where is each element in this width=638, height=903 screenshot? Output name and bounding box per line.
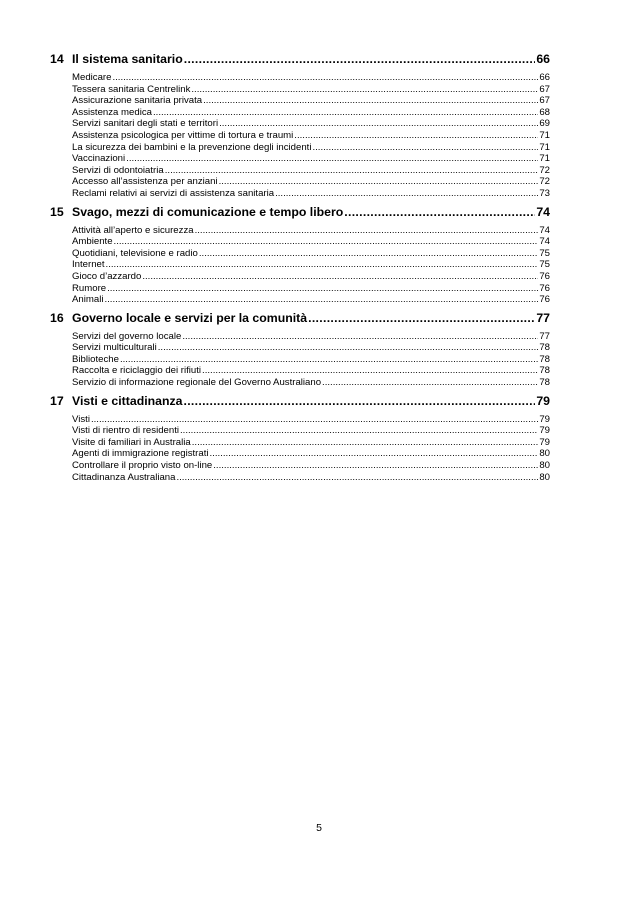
entry-title: Controllare il proprio visto on-line [72,460,213,472]
toc-chapter-heading[interactable] [50,394,550,414]
dot-leader [219,118,538,130]
entry-page-number: 66 [539,72,550,83]
entry-page-number: 73 [539,187,550,199]
entry-page-number: 68 [539,106,550,118]
dot-leader [203,95,538,107]
entry-title: Gioco d’azzardo [72,270,142,282]
toc-chapter [50,311,550,389]
toc-entry[interactable] [72,472,550,484]
dot-leader [176,472,538,484]
entry-title: Accesso all’assistenza per anziani [72,176,218,188]
dot-leader [184,52,536,66]
toc-entry[interactable] [72,342,550,354]
chapter-page-number: 77 [536,310,550,325]
toc-entry[interactable] [72,271,550,283]
entry-title: Servizi del governo locale [72,330,182,342]
entry-title: Assistenza medica [72,106,152,118]
dot-leader [202,365,538,377]
toc-entry[interactable] [72,354,550,366]
entry-title: Reclami relativi ai servizi di assistenza sanitaria [72,187,275,199]
toc-entry[interactable] [72,448,550,460]
toc-entry[interactable] [72,236,550,248]
toc-entry[interactable] [72,283,550,295]
entry-title: Vaccinazioni [72,153,126,165]
chapter-page-number: 74 [536,204,550,219]
dot-leader [180,425,538,437]
entry-page-number: 80 [539,448,550,460]
chapter-title: Governo locale e servizi per la comunità [72,310,308,325]
dot-leader [191,84,538,96]
toc-entry[interactable] [72,437,550,449]
dot-leader [312,142,538,154]
entry-page-number: 67 [539,83,550,95]
entry-title: Biblioteche [72,353,119,365]
toc-entry[interactable] [72,165,550,177]
chapter-title: Il sistema sanitario [72,52,183,66]
toc-entry[interactable] [72,460,550,472]
entry-title: Servizi sanitari degli stati e territori [72,118,219,130]
entry-title: Agenti di immigrazione registrati [72,448,209,460]
entry-page-number: 80 [539,460,550,472]
chapter-number: 17 [50,393,64,408]
entry-title: Servizi multiculturali [72,342,157,354]
dot-leader [213,460,538,472]
entry-page-number: 76 [539,294,550,306]
entry-page-number: 72 [539,164,550,176]
entry-page-number: 78 [539,377,550,389]
entry-page-number: 79 [539,436,550,448]
dot-leader [114,236,539,248]
entry-title: Attività all’aperto e sicurezza [72,224,194,236]
toc-entry[interactable] [72,142,550,154]
toc-entry[interactable] [72,130,550,142]
toc-entry[interactable] [72,294,550,306]
toc-entry[interactable] [72,425,550,437]
toc-entry[interactable] [72,72,550,84]
dot-leader [344,205,535,219]
entry-page-number: 74 [539,224,550,236]
toc-entry[interactable] [72,153,550,165]
dot-leader [192,437,539,449]
entry-title: Ambiente [72,236,113,248]
chapter-page-number: 66 [536,52,550,66]
dot-leader [91,414,538,426]
entry-title: Visti di rientro di residenti [72,425,180,437]
entry-page-number: 71 [539,129,550,141]
dot-leader [322,377,538,389]
entry-title: Rumore [72,282,107,294]
toc-entry[interactable] [72,414,550,426]
entry-page-number: 67 [539,95,550,107]
dot-leader [158,342,539,354]
toc-chapter-heading[interactable] [50,52,550,72]
dot-leader [199,248,538,260]
toc-chapter [50,205,550,306]
table-of-contents [50,52,550,488]
chapter-number: 15 [50,204,64,219]
entry-page-number: 77 [539,330,550,342]
entry-title: Animali [72,294,104,306]
toc-chapter-heading[interactable] [50,311,550,331]
chapter-number: 16 [50,310,64,325]
dot-leader [183,394,535,408]
toc-chapter-heading[interactable] [50,205,550,225]
dot-leader [112,72,538,84]
toc-entry[interactable] [72,84,550,96]
toc-entry[interactable] [72,95,550,107]
entry-page-number: 80 [539,471,550,483]
entry-title: Servizi di odontoiatria [72,164,164,176]
entry-page-number: 76 [539,270,550,282]
entry-page-number: 74 [539,236,550,248]
dot-leader [153,107,538,119]
entry-page-number: 75 [539,259,550,271]
entry-page-number: 69 [539,118,550,130]
dot-leader [182,331,538,343]
entry-title: Tessera sanitaria Centrelink [72,83,191,95]
chapter-page-number: 79 [536,393,550,408]
entry-title: Assistenza psicologica per vittime di tortura e traumi [72,129,294,141]
toc-entry[interactable] [72,225,550,237]
entry-title: Quotidiani, televisione e radio [72,247,198,259]
dot-leader [107,283,538,295]
entry-page-number: 75 [539,247,550,259]
dot-leader [142,271,538,283]
entry-title: La sicurezza dei bambini e la prevenzione degli incidenti [72,141,312,153]
dot-leader [275,188,538,200]
entry-title: Assicurazione sanitaria privata [72,95,203,107]
entry-page-number: 78 [539,353,550,365]
entry-page-number: 78 [539,365,550,377]
entry-page-number: 79 [539,413,550,425]
dot-leader [195,225,539,237]
entry-page-number: 72 [539,176,550,188]
toc-chapter [50,394,550,484]
dot-leader [294,130,538,142]
dot-leader [308,311,535,325]
dot-leader [104,294,538,306]
page-number: 5 [316,822,322,834]
dot-leader [126,153,538,165]
toc-entry[interactable] [72,118,550,130]
entry-page-number: 79 [539,425,550,437]
entry-title: Visti [72,413,90,425]
entry-title: Cittadinanza Australiana [72,471,176,483]
entry-title: Visite di familiari in Australia [72,436,191,448]
toc-entry[interactable] [72,365,550,377]
entry-page-number: 71 [539,153,550,165]
entry-title: Servizio di informazione regionale del Governo Australiano [72,377,322,389]
entry-page-number: 76 [539,282,550,294]
chapter-number: 14 [50,52,64,66]
entry-title: Raccolta e riciclaggio dei rifiuti [72,365,202,377]
dot-leader [165,165,539,177]
entry-title: Internet [72,259,105,271]
dot-leader [210,448,539,460]
entry-page-number: 71 [539,141,550,153]
dot-leader [219,176,539,188]
entry-page-number: 78 [539,342,550,354]
toc-entry[interactable] [72,259,550,271]
toc-entry[interactable] [72,176,550,188]
chapter-title: Svago, mezzi di comunicazione e tempo libero [72,204,344,219]
toc-chapter [50,52,550,200]
toc-entry[interactable] [72,248,550,260]
toc-entry[interactable] [72,377,550,389]
toc-entry[interactable] [72,107,550,119]
dot-leader [106,259,539,271]
dot-leader [120,354,538,366]
toc-entry[interactable] [72,188,550,200]
entry-title: Medicare [72,72,112,83]
toc-entry[interactable] [72,331,550,343]
chapter-title: Visti e cittadinanza [72,393,183,408]
